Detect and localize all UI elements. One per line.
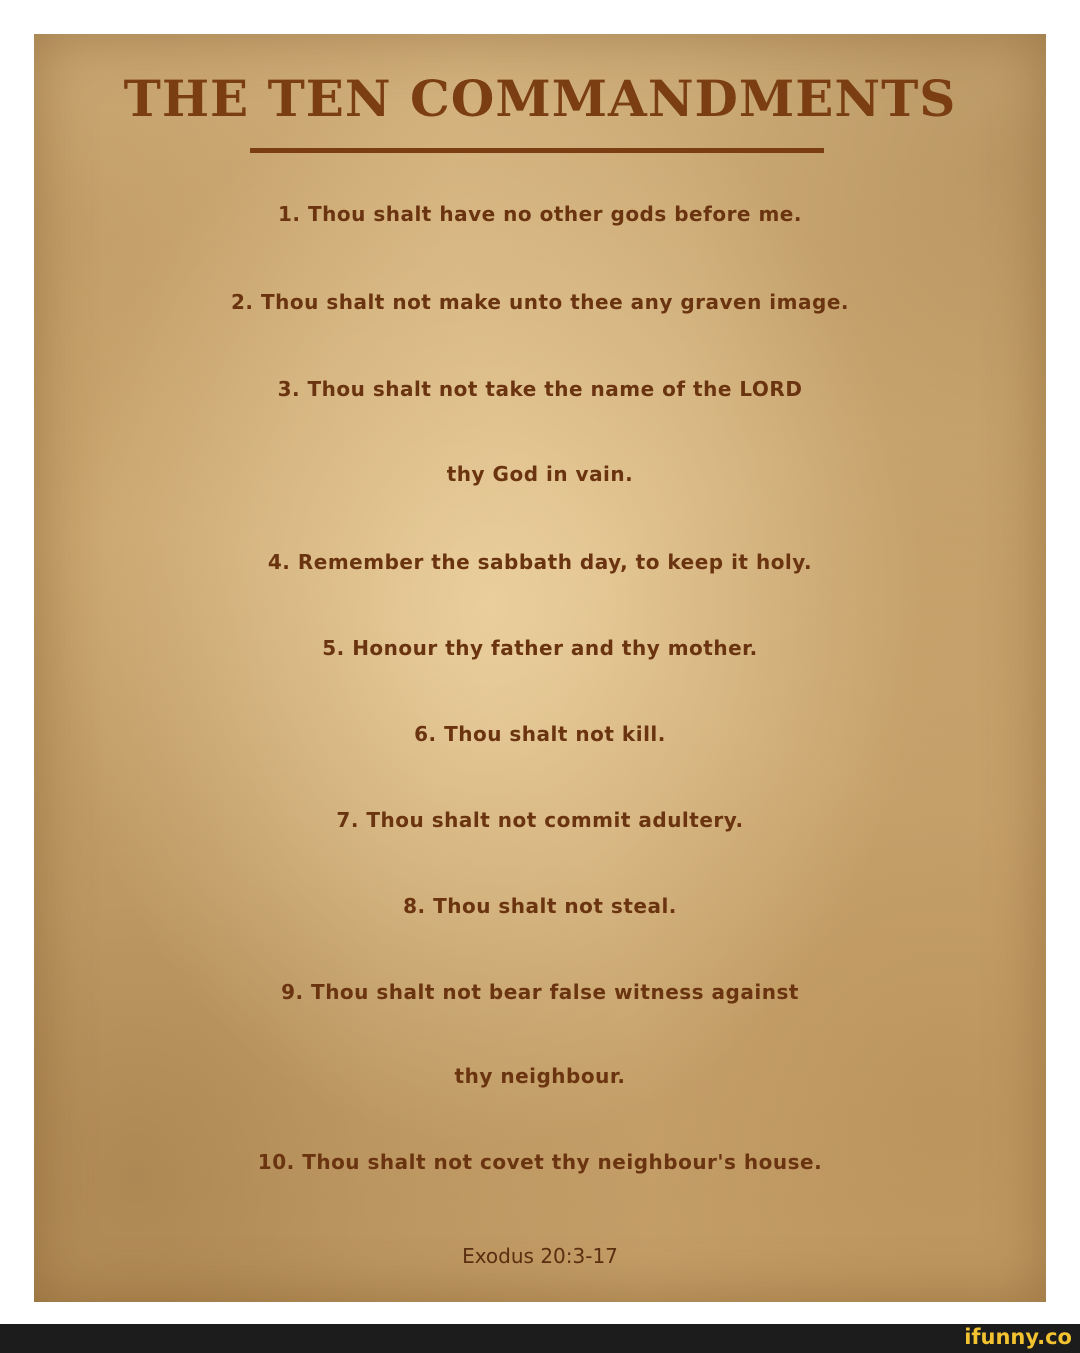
poster-title: THE TEN COMMANDMENTS bbox=[123, 69, 957, 128]
commandment-line-7: 7. Thou shalt not commit adultery. bbox=[336, 808, 744, 832]
commandment-line-8: 8. Thou shalt not steal. bbox=[403, 894, 677, 918]
parchment-poster bbox=[34, 34, 1046, 1302]
commandment-line-5: 5. Honour thy father and thy mother. bbox=[322, 636, 758, 660]
commandment-line-3-cont: thy God in vain. bbox=[446, 462, 634, 486]
commandment-line-9-cont: thy neighbour. bbox=[454, 1064, 626, 1088]
commandment-line-9: 9. Thou shalt not bear false witness against bbox=[281, 980, 799, 1004]
ifunny-watermark: ifunny.co bbox=[964, 1325, 1072, 1349]
commandment-line-10: 10. Thou shalt not covet thy neighbour's house. bbox=[257, 1150, 823, 1174]
commandment-line-4: 4. Remember the sabbath day, to keep it holy. bbox=[267, 550, 813, 574]
commandment-line-1: 1. Thou shalt have no other gods before me. bbox=[278, 202, 802, 226]
scripture-reference: Exodus 20:3-17 bbox=[462, 1244, 618, 1268]
commandment-line-6: 6. Thou shalt not kill. bbox=[414, 722, 666, 746]
title-underline bbox=[250, 148, 824, 153]
commandment-line-2: 2. Thou shalt not make unto thee any graven image. bbox=[231, 290, 849, 314]
footer-bar bbox=[0, 1324, 1080, 1353]
commandment-line-3: 3. Thou shalt not take the name of the LORD bbox=[277, 377, 803, 401]
